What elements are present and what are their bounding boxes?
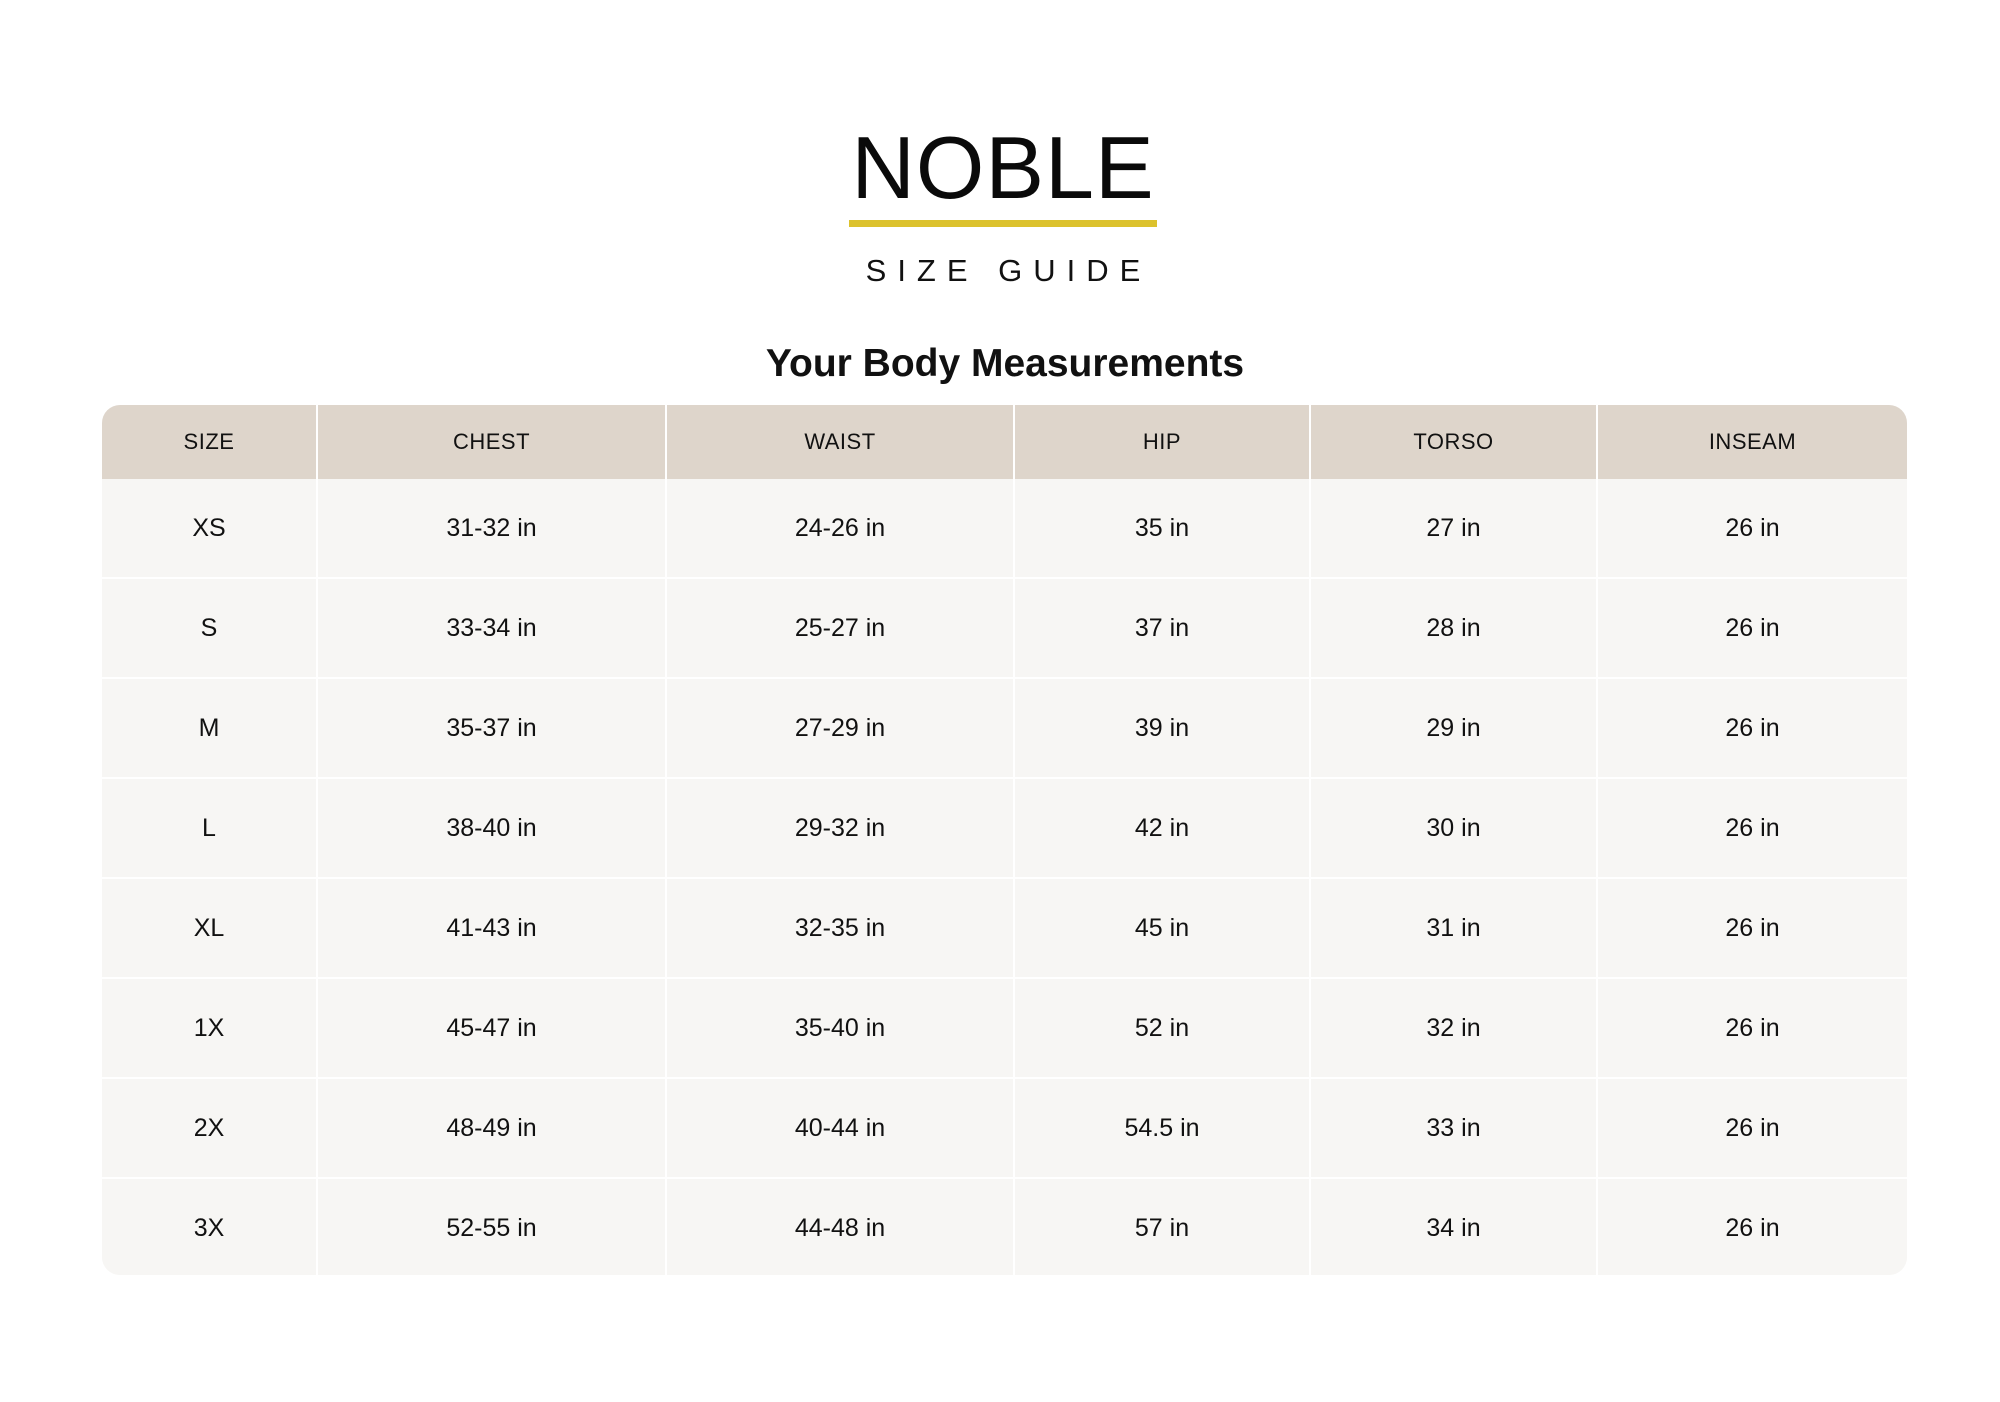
column-header-waist: WAIST — [666, 405, 1014, 479]
cell-torso: 32 in — [1310, 978, 1597, 1078]
cell-size: XS — [102, 479, 317, 578]
table-row — [102, 479, 1907, 578]
cell-waist: 40-44 in — [666, 1078, 1014, 1178]
cell-waist: 32-35 in — [666, 878, 1014, 978]
cell-size: XL — [102, 878, 317, 978]
cell-waist: 44-48 in — [666, 1178, 1014, 1275]
cell-torso: 31 in — [1310, 878, 1597, 978]
size-table — [102, 405, 1907, 1275]
cell-torso: 34 in — [1310, 1178, 1597, 1275]
table-row — [102, 878, 1907, 978]
cell-hip: 42 in — [1014, 778, 1310, 878]
cell-torso: 29 in — [1310, 678, 1597, 778]
column-header-size: SIZE — [102, 405, 317, 479]
cell-chest: 31-32 in — [317, 479, 666, 578]
cell-inseam: 26 in — [1597, 778, 1907, 878]
cell-hip: 39 in — [1014, 678, 1310, 778]
cell-size: 2X — [102, 1078, 317, 1178]
cell-size: 3X — [102, 1178, 317, 1275]
cell-chest: 45-47 in — [317, 978, 666, 1078]
cell-inseam: 26 in — [1597, 878, 1907, 978]
cell-inseam: 26 in — [1597, 1178, 1907, 1275]
cell-hip: 52 in — [1014, 978, 1310, 1078]
cell-size: M — [102, 678, 317, 778]
page-heading: Your Body Measurements — [765, 342, 1245, 385]
cell-inseam: 26 in — [1597, 678, 1907, 778]
cell-chest: 48-49 in — [317, 1078, 666, 1178]
column-header-inseam: INSEAM — [1597, 405, 1907, 479]
table-row — [102, 678, 1907, 778]
column-header-torso: TORSO — [1310, 405, 1597, 479]
cell-chest: 35-37 in — [317, 678, 666, 778]
cell-waist: 29-32 in — [666, 778, 1014, 878]
cell-waist: 35-40 in — [666, 978, 1014, 1078]
size-table-container — [102, 405, 1907, 1275]
cell-waist: 25-27 in — [666, 578, 1014, 678]
cell-inseam: 26 in — [1597, 479, 1907, 578]
column-header-chest: CHEST — [317, 405, 666, 479]
cell-hip: 35 in — [1014, 479, 1310, 578]
column-header-hip: HIP — [1014, 405, 1310, 479]
cell-torso: 28 in — [1310, 578, 1597, 678]
cell-torso: 27 in — [1310, 479, 1597, 578]
table-row — [102, 1178, 1907, 1275]
brand-logo: NOBLE — [849, 122, 1156, 227]
cell-chest: 38-40 in — [317, 778, 666, 878]
cell-chest: 52-55 in — [317, 1178, 666, 1275]
cell-waist: 24-26 in — [666, 479, 1014, 578]
cell-inseam: 26 in — [1597, 578, 1907, 678]
cell-hip: 57 in — [1014, 1178, 1310, 1275]
table-row — [102, 778, 1907, 878]
cell-torso: 33 in — [1310, 1078, 1597, 1178]
cell-size: L — [102, 778, 317, 878]
cell-inseam: 26 in — [1597, 978, 1907, 1078]
brand-block — [0, 118, 2000, 289]
table-row — [102, 1078, 1907, 1178]
table-row — [102, 578, 1907, 678]
cell-hip: 45 in — [1014, 878, 1310, 978]
size-guide-subtitle: SIZE GUIDE — [865, 253, 1152, 288]
cell-size: S — [102, 578, 317, 678]
cell-torso: 30 in — [1310, 778, 1597, 878]
table-row — [102, 978, 1907, 1078]
cell-waist: 27-29 in — [666, 678, 1014, 778]
table-header-row — [102, 405, 1907, 479]
cell-hip: 54.5 in — [1014, 1078, 1310, 1178]
cell-size: 1X — [102, 978, 317, 1078]
cell-inseam: 26 in — [1597, 1078, 1907, 1178]
cell-chest: 33-34 in — [317, 578, 666, 678]
cell-hip: 37 in — [1014, 578, 1310, 678]
cell-chest: 41-43 in — [317, 878, 666, 978]
